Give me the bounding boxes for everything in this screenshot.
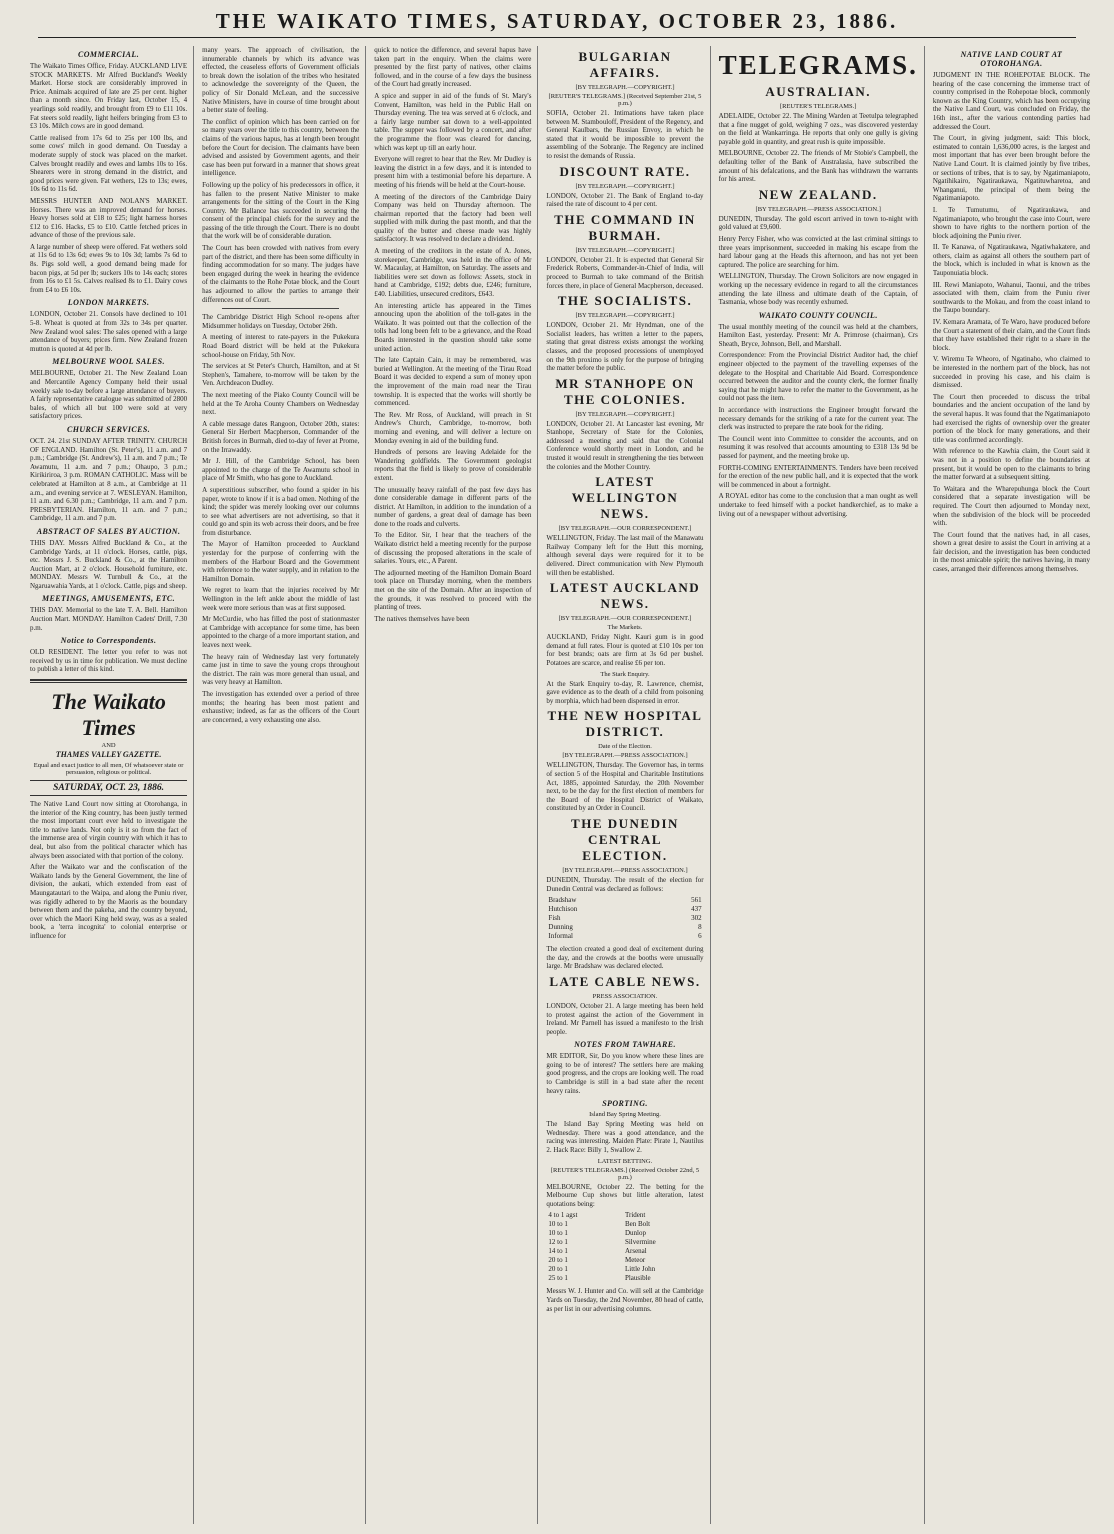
article-paragraph: The Waikato Times Office, Friday. AUCKLAND LIVE STOCK MARKETS. Mr Alfred Buckland's Weekly Market. Horse stock are considerably improved in Price. Animals acquired of late are 25 per cent. higher than a month since. On Friday last, October 15, 4 yearlings sold readily, and brought from £9 to £11 10s. Fat steers sold readily, light heifers bringing from £3 to £3 10s. Milch cows are in good demand. xyxy=(30,62,188,131)
subheading: The Stark Enquiry. xyxy=(600,670,650,678)
news-item: A meeting of interest to rate-payers in the Pukekura Road Board district will be held at the Pukekura school-house on Friday, 5th Nov. xyxy=(202,333,360,359)
odds: 20 to 1 xyxy=(548,1265,568,1274)
article-paragraph: Messrs W. J. Hunter and Co. will sell at the Cambridge Yards on Tuesday, the 2nd November, 80 head of cattle, as per list in our advertising columns. xyxy=(546,1287,704,1313)
article-paragraph: WELLINGTON, Friday. The last mail of the Manawatu Railway Company left for the Hutt this morning, although several days were required for it to be delivered. Direct communication with New Plymouth will then be established. xyxy=(546,534,704,577)
article-paragraph: WELLINGTON, Thursday. The Crown Solicitors are now engaged in working up the necessary evidence in regard to all the circumstances attending the late illness and ultimate death of the Captain, of Tasmania, whose body was recently exhumed. xyxy=(718,272,918,307)
heading-hospital-district: THE NEW HOSPITAL DISTRICT. xyxy=(547,708,703,740)
table-row xyxy=(546,923,703,932)
article-paragraph: LONDON, October 21. Consols have declined to 101 5-8. Wheat is quoted at from 32s to 34s per quarter. New Zealand wool sales: The sales opened with a large attendance of buyers; prices firm. New Zealand frozen mutton is quoted at 4d per lb. xyxy=(30,310,188,353)
heading-dunedin-election: THE DUNEDIN CENTRAL ELECTION. xyxy=(571,815,679,863)
article-paragraph: Following up the policy of his predecessors in office, it has fallen to the present Native Minister to make arrangements for the sitting of the Court in the King Country. Mr Ballance has succeeded in securing the consent of the principal chiefs for the survey and the passing of the title through the Court. There is no doubt that the work will be of considerable duration. xyxy=(202,180,360,241)
heading-new-zealand: NEW ZEALAND. xyxy=(758,186,878,202)
dateline-note: [BY TELEGRAPH.—COPYRIGHT.] xyxy=(575,182,675,190)
article-paragraph: The conflict of opinion which has been carried on for so many years over the title to this country, between the claims of the various hapus, has at length been brought before the Court for decision. The claimants have been advised and assisted by Government agents, and their case has been put forward in a manner that shows great intelligence. xyxy=(202,117,360,178)
horse-name: Silvermine xyxy=(624,1238,656,1247)
article-paragraph: Cattle realised from 17s 6d to 25s per 100 lbs, and some cows' milch in good demand. On Tuesday a moderate supply of stock was placed on the market. Calves brought readily and ewes and lambs 10s to 16s. Shearers were in strong demand in the district, and good prices were given. Fat wethers, 12s to 13s; ewes, 10s 6d to 11s 6d. xyxy=(30,133,188,194)
heading-australian: AUSTRALIAN. xyxy=(765,84,872,99)
column-1 xyxy=(30,46,194,1524)
odds: 12 to 1 xyxy=(548,1238,568,1247)
vote-count: 302 xyxy=(691,914,702,923)
column-6 xyxy=(933,46,1096,1524)
article-paragraph: II. Te Kanawa, of Ngatiraukawa, Ngatiwhakatere, and others, claim as against all others the southern part of the block, which is included in what is known as the Tauponuiatia block. xyxy=(932,243,1090,278)
dateline-note: PRESS ASSOCIATION. xyxy=(592,992,658,1000)
article-paragraph: ADELAIDE, October 22. The Mining Warden at Teetulpa telegraphed that a fine nugget of gold, weighing 7 ozs., was discovered yesterday on the field at Wankarringa. He reports that only one gully is giving payable gold in quantity, and great rush is quite impossible. xyxy=(718,112,918,146)
table-row xyxy=(546,896,703,905)
vote-count: 561 xyxy=(691,896,702,905)
news-item: The adjourned meeting of the Hamilton Domain Board took place on Thursday morning, when the members met on the site of the Domain. After an inspection of the grounds, it was resolved to proceed with the planting of trees. xyxy=(374,568,532,612)
candidate-name: Hutchison xyxy=(548,905,578,914)
article-paragraph: III. Rewi Maniapoto, Wahanui, Taonui, and the tribes associated with them, claim from the Puniu river southwards to the Mokau, and from the coast inland to the Taupo boundary. xyxy=(932,280,1090,315)
vote-count: 8 xyxy=(698,923,702,932)
news-item: The Mayor of Hamilton proceeded to Auckland yesterday for the purpose of conferring with the members of the Harbour Board and the Government with reference to the water supply, and in relation to the Hamilton Domain. xyxy=(202,540,360,583)
subheading: The Markets. xyxy=(607,624,643,632)
article-paragraph: The Court found that the natives had, in all cases, shown a great desire to assist the Court in arriving at a fair decision, and the investigation has been conducted in the most amicable spirit; the natives having, in many cases, arranged their differences among themselves. xyxy=(932,530,1090,574)
heading-command-burmah: THE COMMAND IN BURMAH. xyxy=(554,211,696,243)
horse-name: Arsenal xyxy=(624,1247,647,1256)
candidate-name: Dunning xyxy=(548,923,573,932)
table-row xyxy=(546,1247,703,1256)
heading-auckland-news: LATEST AUCKLAND NEWS. xyxy=(549,580,701,612)
article-paragraph: Henry Percy Fisher, who was convicted at the last criminal sittings to three years imprisonment, succeeded in making his escape from the hard labour gang at the Heads this afternoon, and has not yet been captured. The police are searching for him. xyxy=(718,234,918,269)
column-4 xyxy=(546,46,710,1524)
article-paragraph: In accordance with instructions the Engineer brought forward the necessary demands for the striking of a rate for the current year. The clerk was instructed to prepare the rate book for the riding. xyxy=(718,406,918,432)
heading-bulgarian-affairs: BULGARIAN AFFAIRS. xyxy=(578,49,672,80)
article-paragraph: I. Te Tumutumu, of Ngatiraukawa, and Ngatimaniapoto, who brought the case into Court, were shown to have rights to the northern portion of the block adjoining the Puniu river. xyxy=(932,205,1090,240)
news-item: The next meeting of the Piako County Council will be held at the Te Aroha County Chambers on Wednesday next. xyxy=(202,390,360,417)
editorial-date: SATURDAY, OCT. 23, 1886. xyxy=(30,780,187,796)
heading-meetings: MEETINGS, AMUSEMENTS, ETC. xyxy=(42,594,176,604)
article-paragraph: WELLINGTON, Thursday. The Governor has, in terms of section 5 of the Hospital and Charitable Institutions Act, 1885, appointed Saturday, the 20th November next, to be the day for the first election of members for the Board of the Hospital District of Waikato, constituted by an Order in Council. xyxy=(546,761,704,813)
news-item: The Rev. Mr Ross, of Auckland, will preach in St Andrew's Church, Cambridge, to-morrow, both morning and evening, and will deliver a lecture on Monday evening in aid of the building fund. xyxy=(374,410,532,445)
article-paragraph: V. Wiremu Te Wheoro, of Ngatinaho, who claimed to be interested in the northern part of the block, has not succeeded in proving his case, and his claim is dismissed. xyxy=(932,355,1090,390)
dateline-note: [BY TELEGRAPH.—PRESS ASSOCIATION.] xyxy=(562,866,688,874)
heading-socialists: THE SOCIALISTS. xyxy=(557,293,693,309)
article-paragraph: OCT. 24. 21st SUNDAY AFTER TRINITY. CHURCH OF ENGLAND. Hamilton (St. Peter's), 11 a.m. and 7 p.m.; Cambridge (St. Andrew's), 11 a.m. and 7 p.m.; Te Awamutu, 11 a.m. and 7 p.m.; Ohaupo, 3 p.m.; Kirikiriroa, 3 p.m. ROMAN CATHOLIC. Mass will be celebrated at Hamilton at 8 a.m., at Cambridge at 11 a.m., and evening service at 7. WESLEYAN. Hamilton, 11 a.m. and 6.30 p.m.; Cambridge, 11 a.m. and 7 p.m. PRESBYTERIAN. Hamilton, 11 a.m. and 7 p.m.; Cambridge, 11 a.m. and 7 p.m. xyxy=(30,436,188,523)
table-row xyxy=(546,1265,703,1274)
nameplate-subtitle: THAMES VALLEY GAZETTE. xyxy=(55,750,162,760)
candidate-name: Bradshaw xyxy=(548,896,577,905)
news-item: quick to notice the difference, and several hapus have taken part in the enquiry. When the claims were presented by the first party of natives, other claims followed, and in the course of a few days the business of the Court had greatly increased. xyxy=(374,46,532,89)
news-item: We regret to learn that the injuries received by Mr Wellington in the left ankle about the middle of last week were more serious than was at first supposed. xyxy=(202,586,360,612)
odds: 25 to 1 xyxy=(548,1274,568,1283)
nameplate-and: AND xyxy=(101,742,116,750)
divider xyxy=(30,679,187,683)
article-paragraph: The Court then proceeded to discuss the tribal boundaries and the ancient occupation of the land by the several hapus. It was found that the Ngatimaniapoto had exercised the rights of ownership over the greater portion of the block for many generations, and their title was confirmed accordingly. xyxy=(932,392,1090,444)
horse-name: Trident xyxy=(624,1211,646,1220)
dateline-note: [BY TELEGRAPH.—PRESS ASSOCIATION.] xyxy=(755,205,881,213)
article-paragraph: LONDON, October 21. A large meeting has been held to protest against the action of the Government in Ireland. Mr Parnell has issued a manifesto to the Irish people. xyxy=(546,1001,704,1036)
news-item: The late Captain Cain, it may be remembered, was buried at Wellington. At the meeting of the Tirau Road Board it was decided to expend a sum of money upon the improvement of the main road near the Tirau township. It is expected that the works will shortly be commenced. xyxy=(374,356,532,408)
article-paragraph: A ROYAL editor has come to the conclusion that a man ought as well undertake to feed himself with a pocket handkerchief, as to make a living out of a newspaper without advertising. xyxy=(718,492,918,518)
columns xyxy=(30,46,1096,1524)
article-paragraph: OLD RESIDENT. The letter you refer to was not received by us in time for publication. We must decline to publish a letter of this kind. xyxy=(30,648,188,674)
article-paragraph: IV. Kemara Aramata, of Te Waro, have produced before the Court a statement of their claim, and the Court finds that they have established their right to a share in the block. xyxy=(932,318,1090,352)
horse-name: Ben Bolt xyxy=(624,1220,651,1229)
horse-name: Plausible xyxy=(624,1274,651,1283)
table-row xyxy=(546,932,703,941)
column-5 xyxy=(719,46,925,1524)
table-row xyxy=(546,905,703,914)
table-row xyxy=(546,1256,703,1265)
heading-auction-sales: ABSTRACT OF SALES BY AUCTION. xyxy=(36,526,181,536)
dateline-note: [REUTER'S TELEGRAMS.] xyxy=(779,103,857,110)
heading-wellington-news: LATEST WELLINGTON NEWS. xyxy=(571,474,679,522)
odds: 4 to 1 agst xyxy=(548,1211,578,1220)
dateline-note: [BY TELEGRAPH.—OUR CORRESPONDENT.] xyxy=(558,615,692,623)
heading-wool-sales: MELBOURNE WOOL SALES. xyxy=(52,357,165,367)
vote-count: 437 xyxy=(691,905,702,914)
news-item: An interesting article has appeared in the Times annoucing upon the abolition of the toll-gates in the Waikato. It was pointed out that the collection of the tolls had long been felt to be a grievance, and the Road Boards interested in the question should take some united action. xyxy=(374,301,532,353)
article-paragraph: To Waitara and the Wharepuhunga block the Court considered that a separate investigation will be required. The Court then adjourned to Monday next, when the subdivision of the block will be proceeded with. xyxy=(932,484,1090,528)
editorial-paragraph: The Native Land Court now sitting at Otorohanga, in the interior of the King country, has been justly termed the most important court ever held to investigate the title to native lands. Not only is it so from the fact of the immense area of virgin country with which it has to deal, but also from the political character which has always been associated with that portion of the colony. xyxy=(30,800,188,860)
news-item: The investigation has extended over a period of three months; the hearing has been most patient and exhaustive; indeed, as far as the officers of the Court are concerned, a very exhausting one also. xyxy=(202,689,360,724)
news-item: The unusually heavy rainfall of the past few days has done considerable damage in different parts of the district. At Hamilton, in addition to the inundation of a number of gardens, a great deal of damage has been done to the roads and culverts. xyxy=(374,485,532,528)
horse-name: Meteor xyxy=(624,1256,646,1265)
heading-late-cable: LATE CABLE NEWS. xyxy=(549,973,701,989)
dateline-note: [BY TELEGRAPH.—COPYRIGHT.] xyxy=(575,246,675,254)
news-item: The services at St Peter's Church, Hamilton, and at St Stephen's, Tamahere, to-morrow will be taken by the Ven. Archdeacon Dudley. xyxy=(202,362,360,388)
odds: 14 to 1 xyxy=(548,1247,568,1256)
news-item: The Cambridge District High School re-opens after Midsummer holidays on Tuesday, October 26th. xyxy=(202,313,360,330)
article-paragraph: MESSRS HUNTER AND NOLAN'S MARKET. Horses. There was an improved demand for horses. Heavy horses sold at £18 to £25; light harness horses £12 to £16. Hacks, £5 to £10. Cattle fetched prices in advance of those of the previous sale. xyxy=(30,196,188,240)
subheading: LATEST BETTING. xyxy=(597,1157,653,1165)
article-paragraph: The election created a good deal of excitement during the day, and the crowds at the booths were unusually large. Mr Bradshaw was declared elected. xyxy=(546,945,704,971)
news-item: To the Editor. Sir, I hear that the teachers of the Waikato district held a meeting recently for the purpose of discussing the proposed alterations in the scale of salaries. Yours, etc., A Parent. xyxy=(374,531,532,566)
column-3 xyxy=(374,46,538,1524)
article-paragraph: THIS DAY. Messrs Alfred Buckland & Co., at the Cambridge Yards, at 11 o'clock. Horses, cattle, pigs, etc. Messrs J. S. Buckland & Co., at the Hamilton Auction Mart, at 2 o'clock. Household furniture, etc. MONDAY. Messrs W. Turnbull & Co., at the Ngaruawahia Yards, at 1 o'clock. Cattle, pigs and sheep. xyxy=(30,538,188,590)
news-item: A cable message dates Rangoon, October 20th, states: General Sir Herbert Macpherson, Commander of the British forces in Burmah, died to-day of fever at Prome, on the Irrawaddy. xyxy=(202,419,360,454)
news-item: Mr McCurdie, who has filled the post of stationmaster at Cambridge with acceptance for some time, has been appointed to the charge of a more important station, and leaves next week. xyxy=(202,615,360,649)
article-paragraph: DUNEDIN, Thursday. The result of the election for Dunedin Central was declared as follows: xyxy=(546,875,704,893)
news-item: The heavy rain of Wednesday last very fortunately came just in time to save the young crops throughout the district. The rain was more general than usual, and was very heavy at Hamilton. xyxy=(202,652,360,687)
article-paragraph: At the Stark Enquiry to-day, R. Lawrence, chemist, gave evidence as to the death of a child from poisoning by morphia, which had been dispensed in error. xyxy=(546,679,704,705)
horse-name: Dunlop xyxy=(624,1229,646,1238)
nameplate-motto: Equal and exact justice to all men, Of whatsoever state or persuasion, religious or political. xyxy=(33,762,184,777)
candidate-name: Fish xyxy=(548,914,561,923)
article-paragraph: Correspondence: From the Provincial District Auditor had, the chief engineer objected to the payment of the travelling expenses of the delegate to the Hospital and Charitable Aid Board. Correspondence occurred between the auditor and the county clerk, the former finally saying that he might have to refer the matter to the Government, as he could not pass the item. xyxy=(718,351,918,403)
article-paragraph: MELBOURNE, October 21. The New Zealand Loan and Mercantile Agency Company held their usual weekly sale to-day before a large attendance of buyers. A fairly representative catalogue was submitted of 2800 bales, of which all but 100 were sold at very satisfactory prices. xyxy=(30,369,188,421)
dateline-note: [REUTER'S TELEGRAMS.] (Received October 22nd, 5 p.m.) xyxy=(550,1166,700,1181)
article-paragraph: AUCKLAND, Friday Night. Kauri gum is in good demand at full rates. Flour is quoted at £10 10s per ton for best brands; oats are firm at 3s 6d per bushel. Potatoes are scarce, and realise £6 per ton. xyxy=(546,633,704,667)
article-paragraph: FORTH-COMING ENTERTAINMENTS. Tenders have been received for the erection of the new public hall, and it is expected that the work will be commenced in about a fortnight. xyxy=(718,463,918,489)
subheading: Date of the Election. xyxy=(598,743,652,751)
news-item: A meeting of the creditors in the estate of A. Jones, storekeeper, Cambridge, was held in the office of Mr W. Macaulay, at Hamilton, on Saturday. The assets and liabilities were set down as follows: Assets, stock in hand at Cambridge, £192; debts due, £246; furniture, £40. Liabilities, unsecured creditors, £643. xyxy=(374,247,532,299)
horse-name: Little John xyxy=(624,1265,656,1274)
candidate-name: Informal xyxy=(548,932,573,941)
dateline-note: [BY TELEGRAPH.—COPYRIGHT.] xyxy=(575,312,675,320)
heading-stanhope: MR STANHOPE ON THE COLONIES. xyxy=(555,375,695,407)
table-row xyxy=(546,914,703,923)
article-paragraph: A large number of sheep were offered. Fat wethers sold at 11s 6d to 13s 6d; ewes 9s to 10s 3d; lambs 7s 6d to 8s. Pigs sold well, a good demand being made for bacon pigs, at 5d per lb; suckers 10s to 14s each; stores from 16s to £1 5s. Calves realised 8s to £1. Dairy cows from £4 to £6 10s. xyxy=(30,242,188,294)
masthead: THE WAIKATO TIMES, SATURDAY, OCTOBER 23, 1886. xyxy=(38,8,1076,38)
article-paragraph: SOFIA, October 21. Intimations have taken place between M. Stambouloff, President of the Regency, and General Kaulbars, the Russian Envoy, in which he stated that it would be impossible to prevent the assembling of the Sobranje. The Regency are inclined to resist the demands of Russia. xyxy=(546,109,704,160)
news-item: Mr J. Hill, of the Cambridge School, has been appointed to the charge of the Te Awamutu school in place of Mr Smith, who has gone to Auckland. xyxy=(202,457,360,483)
heading-commercial: COMMERCIAL. xyxy=(78,50,140,59)
odds: 20 to 1 xyxy=(548,1256,568,1265)
news-item: Hundreds of persons are leaving Adelaide for the Wandering goldfields. The Government geologist reports that the field is likely to prove of considerable extent. xyxy=(374,448,532,482)
news-item: A meeting of the directors of the Cambridge Dairy Company was held on Thursday afternoon. The chairman reported that the factory had been well supplied with milk during the past month, and that the quality of the butter and cheese made was highly satisfactory. It was resolved to declare a dividend. xyxy=(374,192,532,244)
news-item: The natives themselves have been xyxy=(374,614,470,623)
article-paragraph: DUNEDIN, Thursday. The gold escort arrived in town to-night with gold valued at £9,600. xyxy=(718,214,918,232)
news-item: A superstitious subscriber, who found a spider in his paper, wrote to know if it is a bad omen. Nothing of the kind; the spider was merely looking over our columns to see what advertisers are not advertising, so that it could go and spin its web across their doors, and be free from disturbance. xyxy=(202,485,360,537)
heading-tawhare: NOTES FROM TAWHARE. xyxy=(574,1040,676,1050)
heading-sporting: SPORTING. xyxy=(602,1099,648,1109)
subheading: Island Bay Spring Meeting. xyxy=(589,1111,661,1119)
table-row xyxy=(546,1238,703,1247)
article-paragraph: many years. The approach of civilisation, the innumerable channels by which its advance was effected, the ceaseless efforts of Government officials to break down the isolation of the tribes who hesitated to acknowledge the sovereignty of the Queen, the policy of Sir Donald McLean, and the successive Native Ministers, have in course of time brought about a better state of feeling. xyxy=(202,46,360,115)
article-paragraph: The Court, in giving judgment, said: This block, estimated to contain 1,636,000 acres, is the largest and most important that has ever been brought before the Native Land Court. It is claimed jointly by five tribes, or sections of tribes, that is to say, by Ngatimaniapoto, Ngatihikairo, Ngatiraukawa, Ngatituwharetoa, and Whanganui, the principal of them being the Ngatimaniapoto. xyxy=(932,134,1090,203)
article-paragraph: The Court has been crowded with natives from every part of the district, and there has been some difficulty in finding accommodation for so many. The judges have been engaged during the week in hearing the evidence of the claimants to the Rohe Potae block, and the Court has adjourned to allow the parties to arrange their differences out of Court. xyxy=(202,244,360,304)
editorial-paragraph: After the Waikato war and the confiscation of the Waikato lands by the General Government, the line of division, the aukati, which extended from east of Maungatautari to the Waipa, and along the Puniu river, was rigidly adhered to by the Maoris as the boundary between them and the pakeha, and the country beyond, over which the Maori King held sway, was as a sealed book, a 'terra incognita' to colonial enterprise or influence for xyxy=(30,863,188,940)
article-paragraph: MR EDITOR, Sir, Do you know where these lines are going to be of interest? The settlers here are making good progress, and the crops are looking well. The road to Cambridge is still in a bad state after the recent heavy rains. xyxy=(546,1052,704,1095)
news-item: A spice and supper in aid of the funds of St. Mary's Convent, Hamilton, was held in the Public Hall on Thursday evening. The tea was served at 6 o'clock, and a fairly large number sat down to a well-appointed table. The supper was followed by a concert, and after the programme the floor was cleared for dancing, which was kept up till an early hour. xyxy=(374,91,532,152)
news-item: Everyone will regret to hear that the Rev. Mr Dudley is leaving the district in a few days, and it is intended to present him with a testimonial before his departure. A meeting of his friends will be held at the Court-house. xyxy=(374,155,532,189)
article-paragraph: The Council went into Committee to consider the accounts, and on resuming it was resolved that accounts amounting to £318 13s 9d be passed for payment, and the meeting broke up. xyxy=(718,434,918,460)
article-paragraph: LONDON, October 21. The Bank of England to-day raised the rate of discount to 4 per cent. xyxy=(546,191,704,209)
article-paragraph: LONDON, October 21. It is expected that General Sir Frederick Roberts, Commander-in-Chief of India, will proceed to Burmah to take command of the British forces there, in place of General Macpherson, deceased. xyxy=(546,255,704,290)
heading-church-services: CHURCH SERVICES. xyxy=(66,424,151,434)
poll-table xyxy=(546,896,703,941)
dateline-note: [BY TELEGRAPH.—COPYRIGHT.] xyxy=(575,84,675,91)
article-paragraph: With reference to the Kawhia claim, the Court said it was not in a position to define the boundaries at present, but it would be open to the claimants to bring the matter forward at a subsequent sitting. xyxy=(932,447,1090,482)
heading-county-council: WAIKATO COUNTY COUNCIL. xyxy=(758,310,878,320)
heading-telegrams: TELEGRAMS. xyxy=(718,50,918,80)
table-row xyxy=(546,1211,703,1220)
heading-london-markets: LONDON MARKETS. xyxy=(67,298,150,308)
column-2 xyxy=(202,46,366,1524)
article-paragraph: The Island Bay Spring Meeting was held on Wednesday. There was a good attendance, and the racing was interesting. Maiden Plate: Pirate 1, Nautilus 2. Hack Race: Billy 1, Swallow 2. xyxy=(546,1120,704,1155)
table-row xyxy=(546,1220,703,1229)
divider xyxy=(222,308,339,309)
article-paragraph: The usual monthly meeting of the council was held at the chambers, Hamilton East, yesterday. Present: Mr A. Primrose (chairman), Crs Sheath, Bryce, Johnson, Bell, and Marshall. xyxy=(718,322,918,348)
article-paragraph: LONDON, October 21. Mr Hyndman, one of the Socialist leaders, has written a letter to the papers, stating that great distress exists amongst the working classes, and the proposed processions of unemployed on the 9th proximo is only for the purpose of bringing the matter before the public. xyxy=(546,321,704,373)
table-row xyxy=(546,1229,703,1238)
dateline-note: [REUTER'S TELEGRAMS.] (Received September 21st, 5 p.m.) xyxy=(548,93,702,107)
betting-table xyxy=(546,1211,703,1283)
heading-discount-rate: DISCOUNT RATE. xyxy=(559,163,691,179)
article-paragraph: LONDON, October 21. At Lancaster last evening, Mr Stanhope, Secretary of State for the Colonies, addressed a meeting and said that the Colonial Conference would shortly meet in London, and he trusted it would result in strengthening the ties between the colonies and the Mother Country. xyxy=(546,419,704,471)
odds: 10 to 1 xyxy=(548,1220,568,1229)
article-paragraph: MELBOURNE, October 22. The betting for the Melbourne Cup shows but little alteration, latest quotations being: xyxy=(546,1182,704,1208)
article-paragraph: JUDGMENT IN THE ROHEPOTAE BLOCK. The hearing of the case concerning the immense tract of country comprised in the Rohepotae block, commonly known as the King Country, which has been occupying the Native Land Court, was concluded on Friday, the 16th inst., after the various contending parties had addressed the Court. xyxy=(932,71,1090,131)
heading-correspondents: Notice to Correspondents. xyxy=(60,636,157,646)
table-row xyxy=(546,1274,703,1283)
dateline-note: [BY TELEGRAPH.—PRESS ASSOCIATION.] xyxy=(562,752,688,760)
vote-count: 6 xyxy=(698,932,702,941)
dateline-note: [BY TELEGRAPH.—COPYRIGHT.] xyxy=(575,410,675,418)
nameplate: The Waikato Times xyxy=(51,689,166,741)
heading-native-land-court: NATIVE LAND COURT AT OTOROHANGA. xyxy=(960,50,1063,68)
odds: 10 to 1 xyxy=(548,1229,568,1238)
dateline-note: [BY TELEGRAPH.—OUR CORRESPONDENT.] xyxy=(558,525,692,533)
article-paragraph: MELBOURNE, October 22. The friends of Mr Stobie's Campbell, the defaulting teller of the Bank of Australasia, have subscribed the amount of his defalcations, and the Bank has withdrawn the warrants for his arrest. xyxy=(718,149,918,184)
article-paragraph: THIS DAY. Memorial to the late T. A. Bell. Hamilton Auction Mart. MONDAY. Hamilton Cadets' Drill, 7.30 p.m. xyxy=(30,606,188,632)
